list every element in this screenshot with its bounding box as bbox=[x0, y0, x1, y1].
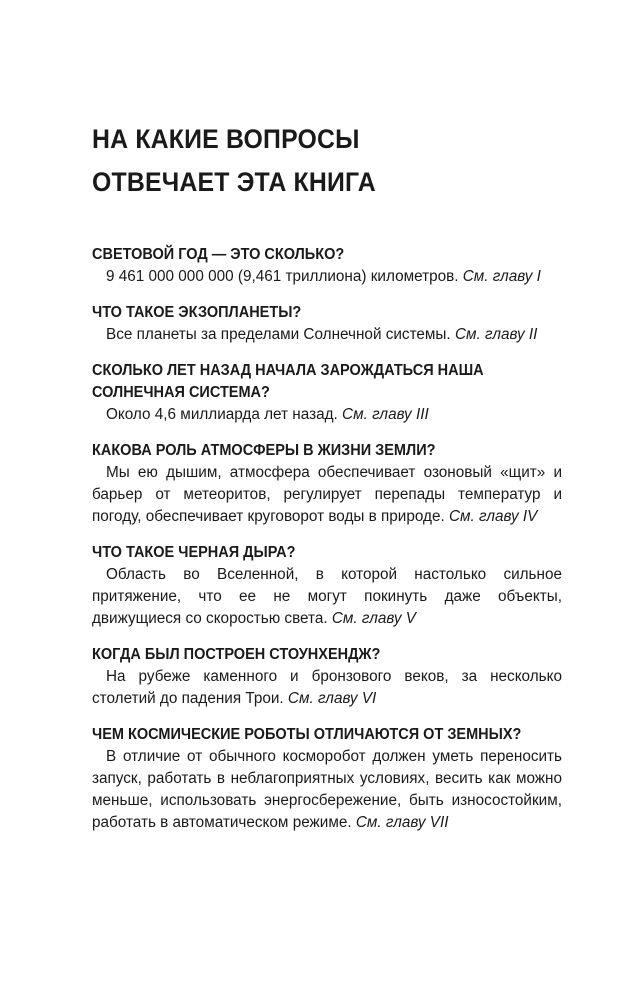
question: СВЕТОВОЙ ГОД — ЭТО СКОЛЬКО? bbox=[92, 246, 345, 263]
question: КАКОВА РОЛЬ АТМОСФЕРЫ В ЖИЗНИ ЗЕМЛИ? bbox=[92, 442, 436, 459]
qa-item bbox=[92, 244, 562, 288]
answer-text: Мы ею дышим, атмосфера обеспечивает озоновый «щит» и барьер от метеоритов, регулирует перепады температур и погоду, обеспечивает круговорот воды в природе. bbox=[92, 464, 562, 525]
chapter-reference: См. главу VI bbox=[287, 690, 377, 707]
page-title bbox=[92, 118, 561, 204]
answer bbox=[92, 324, 562, 346]
answer-text: Область во Вселенной, в которой настолько сильное притяжение, что ее не могут покинуть даже объекты, движущиеся со скоростью света. bbox=[92, 566, 562, 627]
answer bbox=[92, 462, 562, 528]
question: ЧТО ТАКОЕ ЧЕРНАЯ ДЫРА? bbox=[92, 544, 296, 561]
answer bbox=[92, 666, 562, 710]
answer-text: Около 4,6 миллиарда лет назад. bbox=[106, 406, 338, 423]
answer bbox=[92, 564, 562, 630]
chapter-reference: См. главу V bbox=[331, 610, 416, 627]
question: ЧТО ТАКОЕ ЭКЗОПЛАНЕТЫ? bbox=[92, 304, 302, 321]
answer-text: В отличие от обычного косморобот должен уметь переносить запуск, работать в неблагоприятных условиях, весить как можно меньше, использовать энергосбережение, быть износостойким, работать в автоматическом режиме. bbox=[92, 748, 562, 831]
page-title-line-2: ОТВЕЧАЕТ ЭТА КНИГА bbox=[92, 167, 376, 197]
answer bbox=[92, 266, 562, 288]
chapter-reference: См. главу II bbox=[454, 326, 538, 343]
qa-item bbox=[92, 302, 562, 346]
answer-text: На рубеже каменного и бронзового веков, за несколько столетий до падения Трои. bbox=[92, 668, 562, 707]
qa-item bbox=[92, 542, 562, 630]
answer bbox=[92, 404, 562, 426]
chapter-reference: См. главу III bbox=[342, 406, 429, 423]
question: ЧЕМ КОСМИЧЕСКИЕ РОБОТЫ ОТЛИЧАЮТСЯ ОТ ЗЕМНЫХ? bbox=[92, 726, 522, 743]
qa-item bbox=[92, 360, 562, 426]
qa-item bbox=[92, 724, 562, 834]
answer bbox=[92, 746, 562, 834]
qa-list bbox=[92, 244, 562, 848]
answer-text: Все планеты за пределами Солнечной системы. bbox=[106, 326, 451, 343]
answer-text: 9 461 000 000 000 (9,461 триллиона) километров. bbox=[106, 268, 459, 285]
qa-item bbox=[92, 644, 562, 710]
qa-item bbox=[92, 440, 562, 528]
book-page bbox=[92, 118, 562, 831]
chapter-reference: См. главу I bbox=[462, 268, 541, 285]
chapter-reference: См. главу IV bbox=[448, 508, 538, 525]
question: КОГДА БЫЛ ПОСТРОЕН СТОУНХЕНДЖ? bbox=[92, 646, 381, 663]
chapter-reference: См. главу VII bbox=[355, 814, 449, 831]
question: СКОЛЬКО ЛЕТ НАЗАД НАЧАЛА ЗАРОЖДАТЬСЯ НАША СОЛНЕЧНАЯ СИСТЕМА? bbox=[92, 362, 484, 401]
page-title-line-1: НА КАКИЕ ВОПРОСЫ bbox=[92, 124, 360, 154]
